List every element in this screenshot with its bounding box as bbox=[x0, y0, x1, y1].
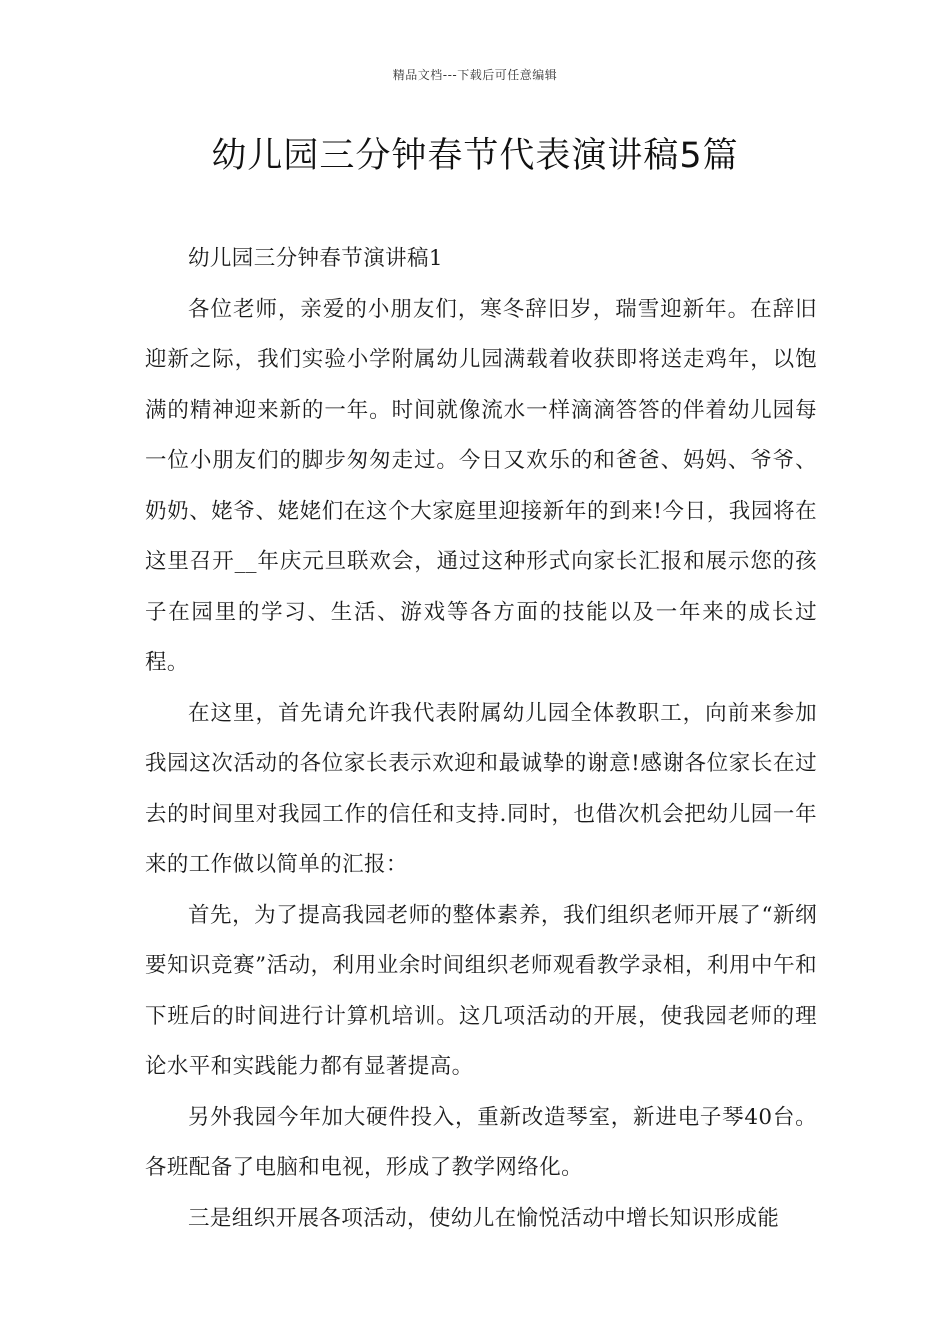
header-note: 精品文档---下载后可任意编辑 bbox=[392, 68, 558, 82]
body-paragraph: 在这里，首先请允许我代表附属幼儿园全体教职工，向前来参加我园这次活动的各位家长表示欢迎和最诚挚的谢意!感谢各位家长在过去的时间里对我园工作的信任和支持.同时，也借次机会把幼儿园一年来的工作做以简单的汇报： bbox=[145, 700, 817, 877]
document-title: 幼儿园三分钟春节代表演讲稿5篇 bbox=[211, 136, 739, 176]
section-subheading: 幼儿园三分钟春节演讲稿1 bbox=[188, 246, 443, 271]
body-paragraph: 三是组织开展各项活动，使幼儿在愉悦活动中增长知识形成能 bbox=[188, 1205, 780, 1231]
body-paragraph: 各位老师，亲爱的小朋友们，寒冬辞旧岁，瑞雪迎新年。在辞旧迎新之际，我们实验小学附属幼儿园满载着收获即将送走鸡年，以饱满的精神迎来新的一年。时间就像流水一样滴滴答答的伴着幼儿园每一位小朋友们的脚步匆匆走过。今日又欢乐的和爸爸、妈妈、爷爷、奶奶、姥爷、姥姥们在这个大家庭里迎接新年的到来!今日，我园将在这里召开__年庆元旦联欢会，通过这种形式向家长汇报和展示您的孩子在园里的学习、生活、游戏等各方面的技能以及一年来的成长过程。 bbox=[145, 296, 817, 675]
body-paragraph: 另外我园今年加大硬件投入，重新改造琴室，新进电子琴40台。各班配备了电脑和电视，形成了教学网络化。 bbox=[145, 1104, 817, 1180]
body-paragraph: 首先，为了提高我园老师的整体素养，我们组织老师开展了“新纲要知识竞赛”活动，利用业余时间组织老师观看教学录相，利用中午和下班后的时间进行计算机培训。这几项活动的开展，使我园老师的理论水平和实践能力都有显著提高。 bbox=[145, 902, 817, 1079]
document-body bbox=[145, 234, 817, 1244]
